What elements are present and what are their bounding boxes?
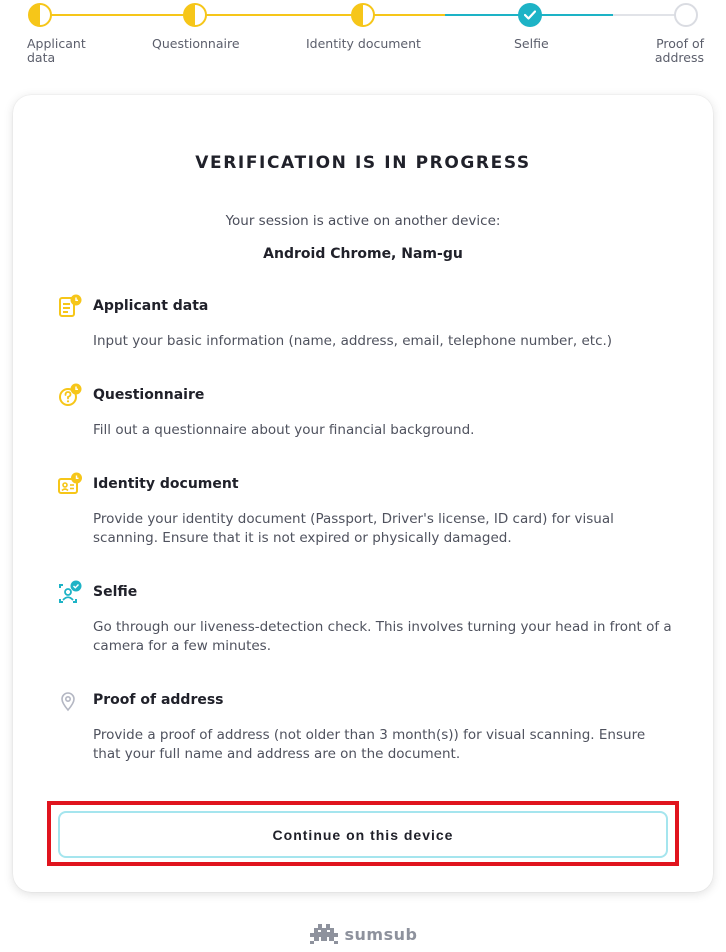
step-node-selfie: [518, 3, 542, 27]
requirement-description: Provide a proof of address (not older than 3 month(s)) for visual scanning. Ensure that your full name and address are on the document.: [93, 727, 646, 762]
button-highlight-frame: [47, 801, 679, 866]
footer-branding: [0, 920, 726, 948]
step-label-selfie: Selfie: [514, 36, 549, 51]
step-node-questionnaire: [183, 3, 207, 27]
checkmark-icon: [524, 10, 536, 20]
requirement-title: Selfie: [93, 584, 138, 600]
continue-on-this-device-button[interactable]: Continue on this device: [58, 811, 668, 858]
step-node-proof-of-address: [674, 3, 698, 27]
identity-document-pending-icon: [57, 472, 83, 498]
step-label-identity-document: Identity document: [306, 36, 421, 51]
requirement-description: Fill out a questionnaire about your financial background.: [93, 422, 475, 438]
requirement-description: Provide your identity document (Passport, Driver's license, ID card) for visual scanning. Ensure that it is not expired or physically damaged.: [93, 511, 614, 546]
session-info-text: Your session is active on another device:: [225, 213, 501, 229]
location-pin-icon: [57, 688, 83, 714]
step-node-identity-document: [351, 3, 375, 27]
selfie-completed-icon: [57, 580, 83, 606]
progress-stepper: [0, 0, 726, 80]
step-label-applicant-data: Applicant data: [27, 36, 86, 65]
questionnaire-pending-icon: [57, 383, 83, 409]
step-label-questionnaire: Questionnaire: [152, 36, 240, 51]
requirement-description: Input your basic information (name, address, email, telephone number, etc.): [93, 333, 613, 349]
applicant-data-pending-icon: [57, 294, 83, 320]
requirement-title: Identity document: [93, 476, 239, 492]
sumsub-brand-text: sumsub: [344, 924, 418, 944]
requirement-description: Go through our liveness-detection check. This involves turning your head in front of a camera for a few minutes.: [93, 619, 672, 654]
requirement-title: Applicant data: [93, 298, 209, 314]
step-node-applicant-data: [28, 3, 52, 27]
step-label-proof-of-address: Proof of address: [654, 36, 704, 65]
requirement-title: Questionnaire: [93, 387, 205, 403]
device-name: Android Chrome, Nam-gu: [263, 246, 463, 262]
sumsub-logo-icon: [309, 923, 339, 945]
stepper-track-completed: [40, 14, 445, 16]
page-title: VERIFICATION IS IN PROGRESS: [195, 153, 531, 173]
verification-card: [13, 95, 713, 892]
requirement-title: Proof of address: [93, 692, 224, 708]
